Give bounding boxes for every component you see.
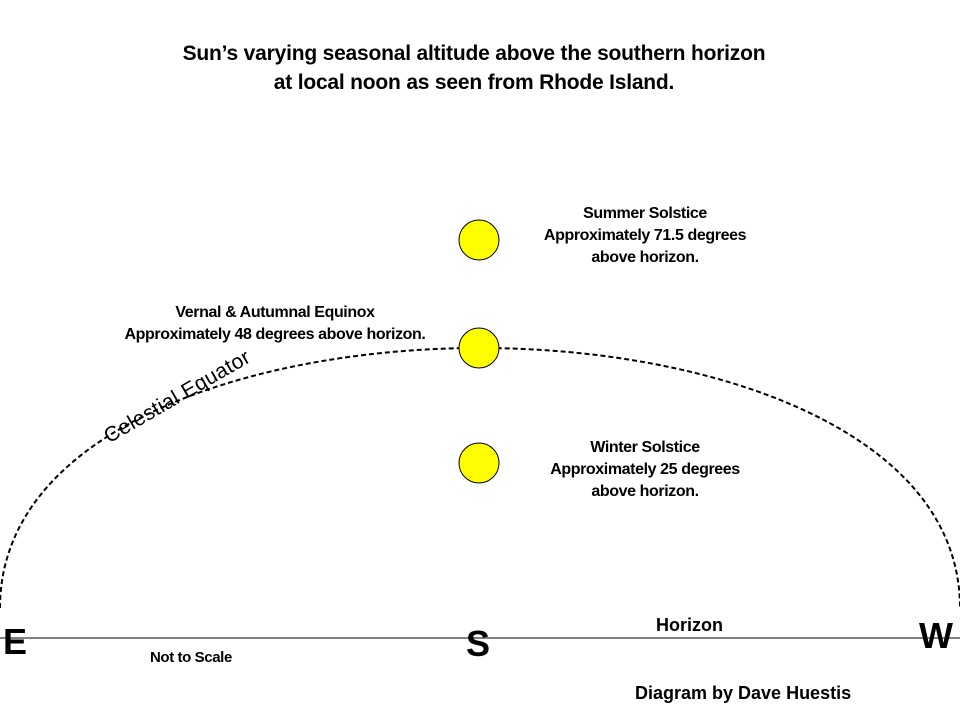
compass-south: S (466, 623, 491, 664)
equinox-title: Vernal & Autumnal Equinox (175, 304, 375, 321)
compass-west: W (919, 615, 953, 656)
compass-east: E (3, 621, 28, 662)
summer-solstice-title: Summer Solstice (583, 205, 707, 222)
not-to-scale-note: Not to Scale (150, 649, 232, 666)
sun-equinox (459, 328, 499, 368)
equinox-altitude: Approximately 48 degrees above horizon. (124, 326, 426, 343)
summer-solstice-horizon-note: above horizon. (591, 249, 699, 266)
winter-solstice-horizon-note: above horizon. (591, 483, 699, 500)
summer-solstice-label (520, 203, 770, 269)
equinox-label (95, 302, 455, 346)
winter-solstice-altitude: Approximately 25 degrees (550, 461, 740, 478)
celestial-equator-label: Celestial Equator (100, 345, 255, 448)
sun-winter-solstice (459, 443, 499, 483)
sun-summer-solstice (459, 220, 499, 260)
diagram-title-line-1: Sun’s varying seasonal altitude above the southern horizon (182, 42, 766, 65)
diagram-credit: Diagram by Dave Huestis (635, 683, 852, 703)
summer-solstice-altitude: Approximately 71.5 degrees (543, 227, 747, 244)
diagram-title-line-2: at local noon as seen from Rhode Island. (273, 71, 675, 94)
winter-solstice-label (520, 437, 770, 503)
winter-solstice-title: Winter Solstice (590, 439, 700, 456)
horizon-label: Horizon (656, 615, 723, 635)
